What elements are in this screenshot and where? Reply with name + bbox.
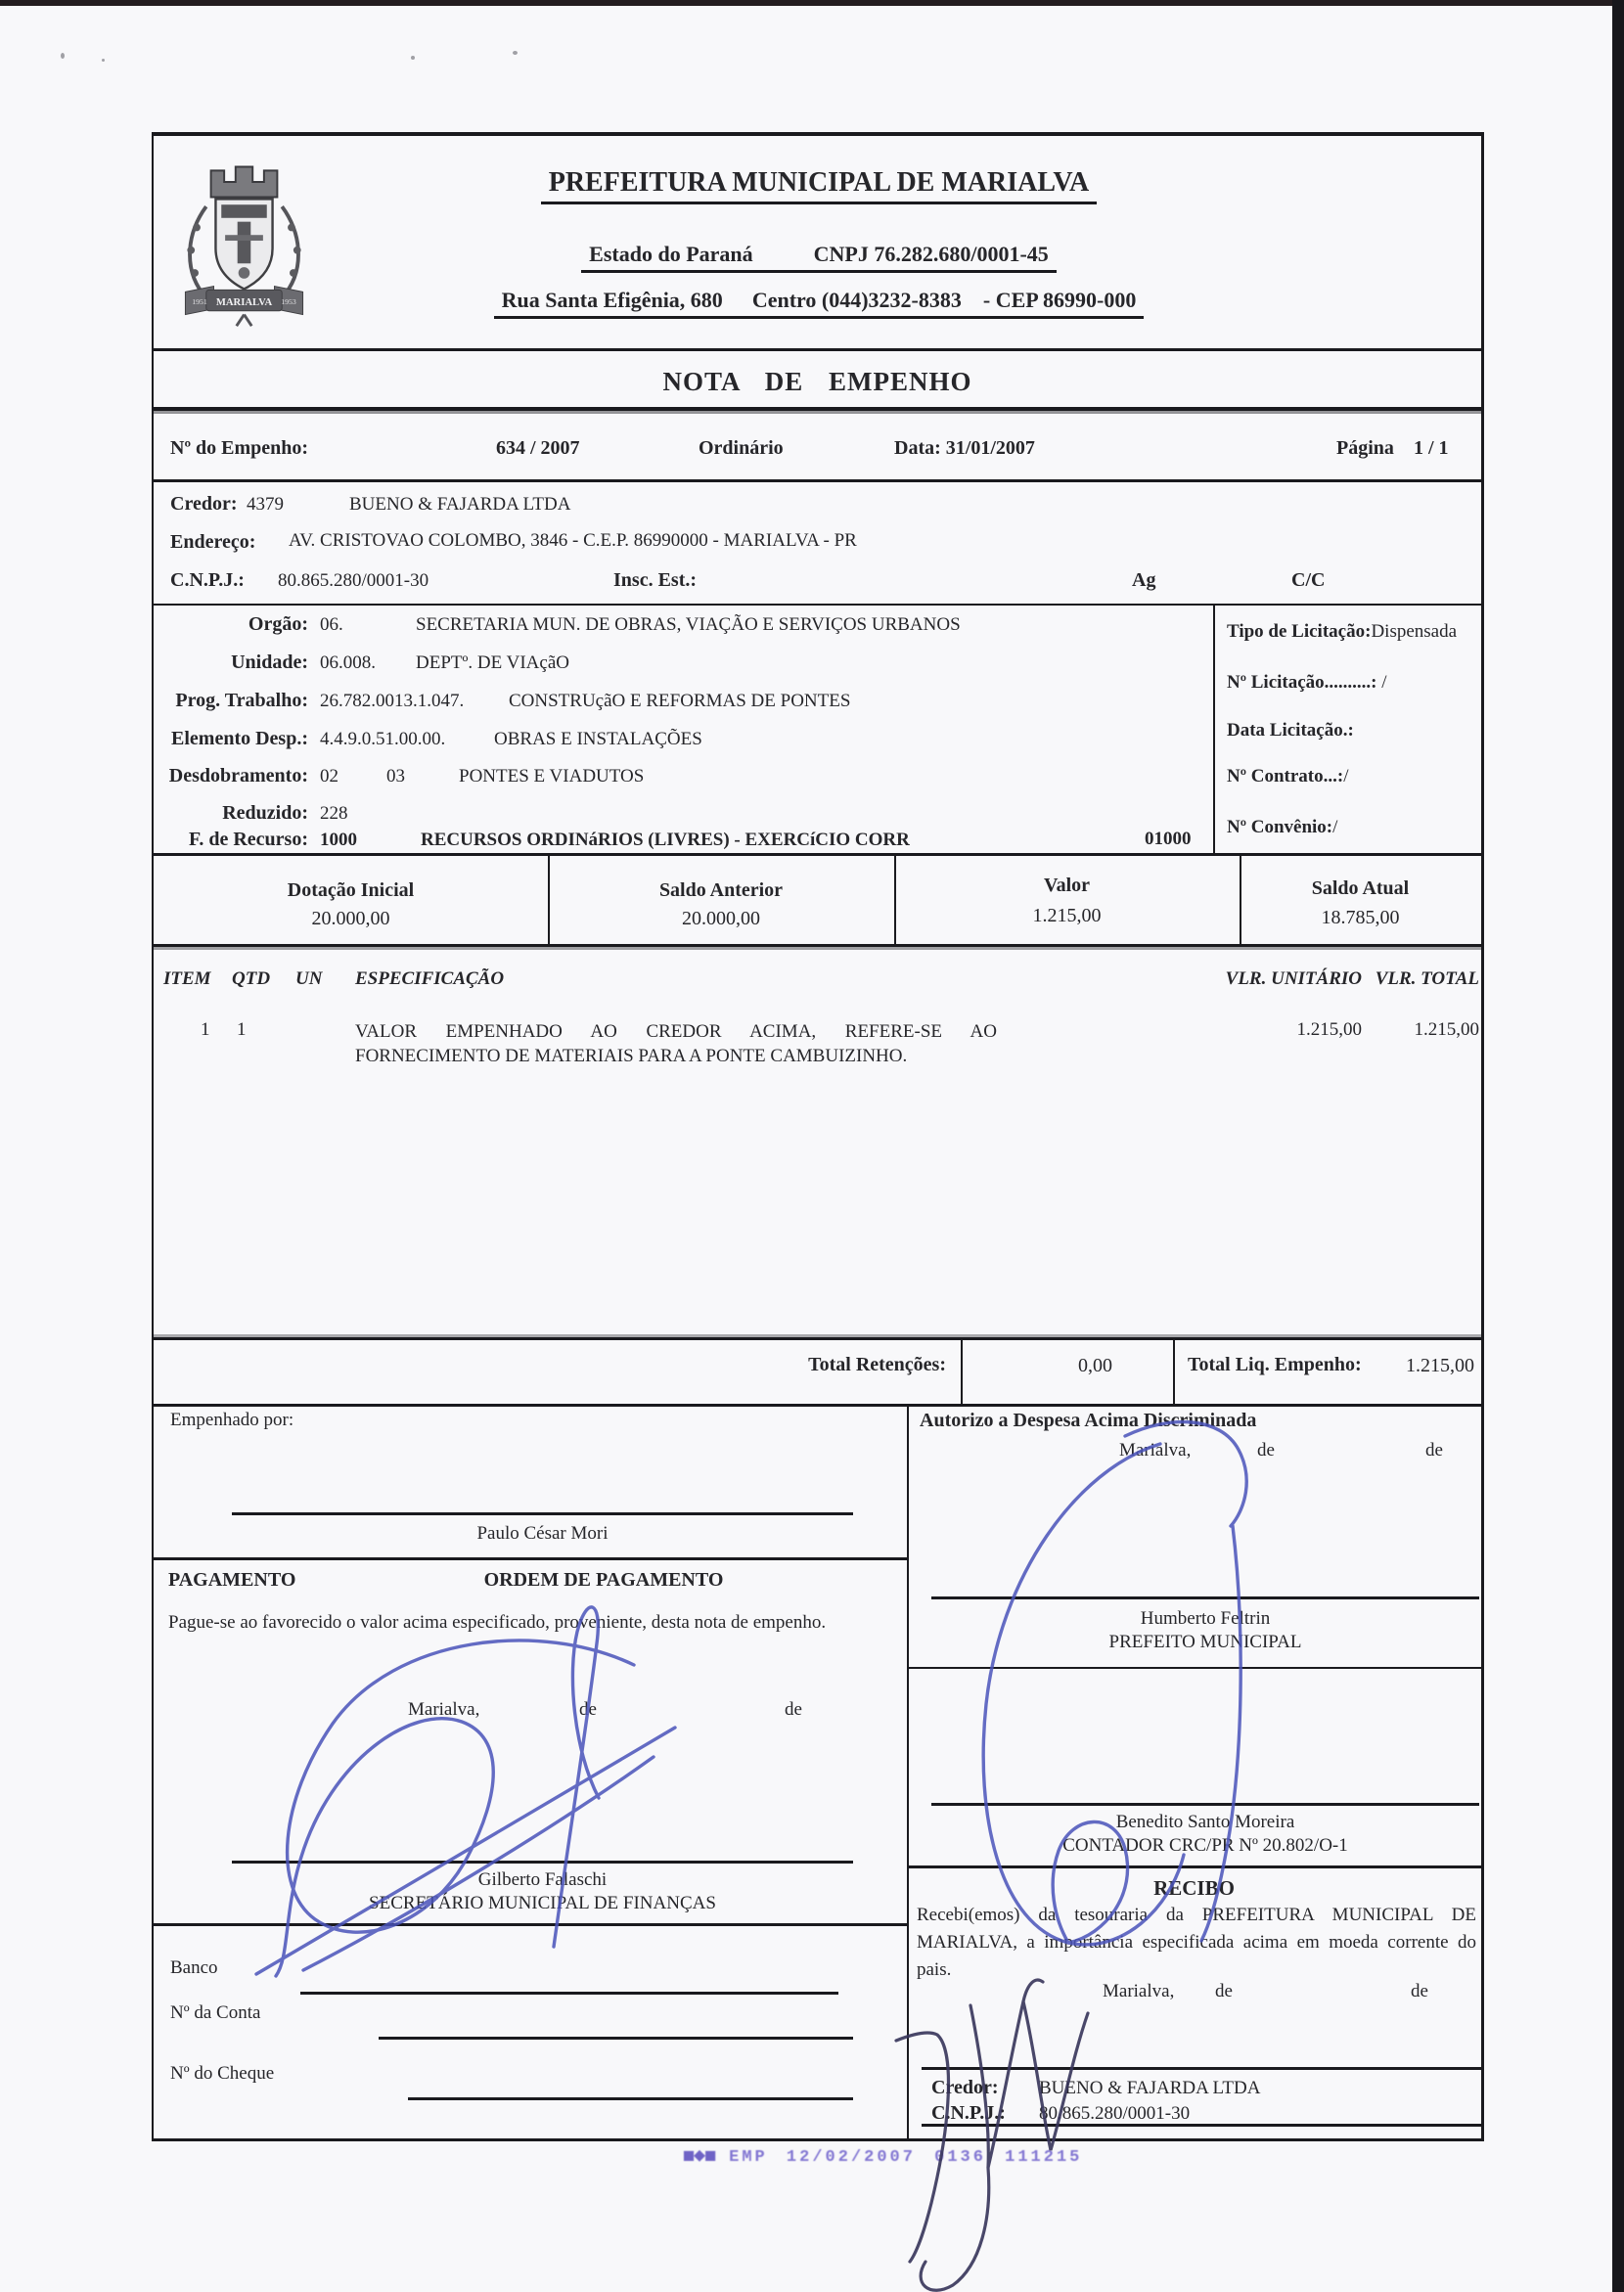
budget-row-unidade [154,652,1213,681]
crest-year-right: 1953 [281,296,296,306]
autorizo-de2: de [1425,1440,1443,1461]
field-label: Data Licitação.: [1227,720,1354,741]
credor-code: 4379 [247,494,284,515]
insc-est-label: Insc. Est.: [613,569,698,591]
field-value: / [1343,766,1349,786]
budget-row-prog-trabalho [154,690,1213,719]
autorizo-de1: de [1257,1440,1275,1461]
credor-label: Credor: [170,493,238,515]
licitacao-convenio [1227,817,1481,846]
saldo-anterior-header: Saldo Anterior [658,879,784,901]
total-liq-value: 1.215,00 [1406,1355,1474,1376]
field-value: Dispensada [1371,621,1458,642]
banco-label: Banco [170,1957,218,1978]
field-code: 06.008. [320,652,376,673]
col-header-espec: ESPECIFICAÇÃO [355,968,505,989]
page-number-value: 1 / 1 [1414,437,1449,459]
recibo-de1: de [1215,1981,1233,2001]
contador-name: Benedito Santo Moreira [1115,1812,1295,1832]
field-code: 03 [386,766,405,786]
col-header-un: UN [295,968,323,989]
cc-label: C/C [1291,569,1326,591]
item-number: 1 [201,1019,210,1040]
licitacao-data [1227,720,1481,749]
field-desc: SECRETARIA MUN. DE OBRAS, VIAÇÃO E SERVIÇOS URBANOS [416,614,961,635]
contador-role: CONTADOR CRC/PR Nº 20.802/O-1 [1062,1835,1348,1856]
budget-row-desdobramento [154,765,1213,794]
header-address-line [300,288,1337,319]
recibo-cnpj-value: 80.865.280/0001-30 [1039,2103,1191,2124]
cheque-fill-line [408,2097,853,2100]
crest-year-left: 1951 [192,296,207,306]
dotacao-inicial-header: Dotação Inicial [287,879,415,901]
empenho-date: Data: 31/01/2007 [894,437,1035,459]
field-code: 02 [320,766,338,786]
field-label: Reduzido: [222,802,308,824]
page-number-label: Página [1336,437,1394,459]
processing-stamp [683,2142,1082,2168]
recibo-de2: de [1411,1981,1428,2001]
field-desc: CONSTRUçãO E REFORMAS DE PONTES [509,691,851,711]
dotacao-inicial-value: 20.000,00 [311,908,390,929]
total-retencoes-value: 0,00 [1078,1355,1112,1376]
pagamento-city: Marialva, [408,1699,480,1720]
field-code: 1000 [320,830,357,850]
field-label: Desdobramento: [168,765,308,786]
field-label: Elemento Desp.: [171,728,308,749]
recibo-credor-label: Credor: [931,2077,999,2098]
autorizo-title: Autorizo a Despesa Acima Discriminada [920,1410,1257,1431]
autorizo-signer-name: Humberto Feltrin [1140,1608,1271,1629]
endereco-value: AV. CRISTOVAO COLOMBO, 3846 - C.E.P. 86990000 - MARIALVA - PR [289,530,857,551]
endereco-label: Endereço: [170,531,256,553]
field-label: Tipo de Licitação: [1227,621,1372,642]
col-header-vlr-unitario: VLR. UNITÁRIO [1225,968,1362,989]
col-header-item: ITEM [163,968,211,989]
valor-header: Valor [1043,875,1091,896]
empenho-kind: Ordinário [699,437,784,459]
scan-speck [513,51,518,55]
field-label: Unidade: [231,652,308,673]
autorizo-city: Marialva, [1119,1440,1192,1461]
autorizo-signer-role: PREFEITO MUNICIPAL [1108,1632,1302,1652]
licitacao-contrato [1227,766,1481,795]
header-state-line [300,242,1337,273]
col-header-qtd: QTD [232,968,271,989]
scan-edge-top [0,0,1624,6]
scan-speck [61,53,65,59]
total-liq-label: Total Liq. Empenho: [1188,1354,1362,1375]
header-street: Rua Santa Efigênia, 680 [501,288,723,312]
document-title: NOTA DE EMPENHO [662,367,972,396]
field-label: Nº Convênio: [1227,817,1333,837]
field-desc: RECURSOS ORDINáRIOS (LIVRES) - EXERCíCIO CORR [421,830,910,850]
recibo-cnpj-label: C.N.P.J.: [931,2102,1006,2124]
field-code: 26.782.0013.1.047. [320,691,465,711]
scan-edge-right [1612,0,1624,2292]
empenhado-signer-name: Paulo César Mori [476,1523,609,1544]
recurso-extra-code: 01000 [1145,829,1192,849]
field-desc: DEPTº. DE VIAçãO [416,652,569,673]
field-code: 228 [320,803,348,824]
header-cnpj: CNPJ 76.282.680/0001-45 [813,242,1049,266]
item-espec: VALOR EMPENHADO AO CREDOR ACIMA, REFERE-SE AO FORNECIMENTO DE MATERIAIS PARA A PONTE CAMBUIZINHO. [355,1021,997,1066]
field-value: / [1381,672,1387,693]
field-label: Orgão: [248,613,308,635]
pagamento-de1: de [579,1699,597,1720]
header-title-line [300,167,1337,204]
header-cep: - CEP 86990-000 [982,288,1137,312]
empenho-number-value: 634 / 2007 [496,437,580,459]
field-desc: PONTES E VIADUTOS [459,766,645,786]
header-district-phone: Centro (044)3232-8383 [751,288,962,312]
pagamento-de2: de [785,1699,802,1720]
empenho-number-label: Nº do Empenho: [170,437,309,459]
banco-fill-line [300,1992,838,1995]
conta-label: Nº da Conta [170,2002,261,2023]
pagamento-signer-name: Gilberto Falaschi [477,1869,608,1890]
valor-value: 1.215,00 [1032,905,1102,926]
crest-banner: MARIALVA [215,296,273,308]
header-state: Estado do Paraná [589,242,753,266]
nota-de-empenho-form [152,132,1484,2141]
stamp-emblem-icon: ◼◆◼ [683,2145,716,2168]
recibo-text: Recebi(emos) da tesouraria da PREFEITURA MUNICIPAL DE MARIALVA, a importância especificada acima em moeda corrente do pais. [917,1905,1476,1980]
pagamento-title: PAGAMENTO [168,1569,296,1591]
conta-fill-line [379,2037,853,2040]
page-title: PREFEITURA MUNICIPAL DE MARIALVA [548,167,1090,198]
cheque-label: Nº do Cheque [170,2063,275,2084]
scan-speck [411,56,415,60]
recibo-credor-value: BUENO & FAJARDA LTDA [1039,2078,1261,2098]
field-label: F. de Recurso: [188,829,308,850]
item-qtd: 1 [237,1019,247,1040]
total-retencoes-label: Total Retenções: [808,1354,946,1375]
field-label: Nº Contrato...: [1227,766,1344,786]
field-code: 4.4.9.0.51.00.00. [320,729,446,749]
pagamento-text: Pague-se ao favorecido o valor acima especificado, proveniente, desta nota de empenho. [168,1612,827,1633]
field-desc: OBRAS E INSTALAÇÕES [494,729,702,749]
field-label: Nº Licitação..........: [1227,672,1377,693]
licitacao-tipo [1227,621,1481,651]
pagamento-signer-role: SECRETÁRIO MUNICIPAL DE FINANÇAS [369,1893,716,1913]
recibo-city: Marialva, [1103,1981,1175,2001]
saldo-atual-header: Saldo Atual [1311,877,1410,899]
budget-row-elemento [154,728,1213,757]
ordem-pagamento-title: ORDEM DE PAGAMENTO [483,1569,724,1591]
field-label: Prog. Trabalho: [175,690,308,711]
item-vlr-unitario: 1.215,00 [1296,1019,1362,1040]
empenhado-por-label: Empenhado por: [170,1410,294,1430]
col-header-vlr-total: VLR. TOTAL [1375,968,1479,989]
recibo-title: RECIBO [1153,1876,1235,1900]
credor-name: BUENO & FAJARDA LTDA [349,494,571,515]
ag-label: Ag [1132,569,1156,591]
stamp-text: EMP 12/02/2007 0136 111215 [729,2148,1083,2167]
saldo-atual-value: 18.785,00 [1321,907,1400,928]
licitacao-numero [1227,672,1481,701]
cnpj-label: C.N.P.J.: [170,569,245,591]
cnpj-value: 80.865.280/0001-30 [278,570,429,591]
item-vlr-total: 1.215,00 [1414,1019,1479,1040]
saldo-anterior-value: 20.000,00 [682,908,760,929]
field-code: 06. [320,614,343,635]
budget-row-reduzido [154,802,1213,831]
municipal-crest-icon [168,148,320,336]
field-value: / [1332,817,1338,837]
scan-speck [102,59,105,62]
budget-row-orgao [154,613,1213,643]
